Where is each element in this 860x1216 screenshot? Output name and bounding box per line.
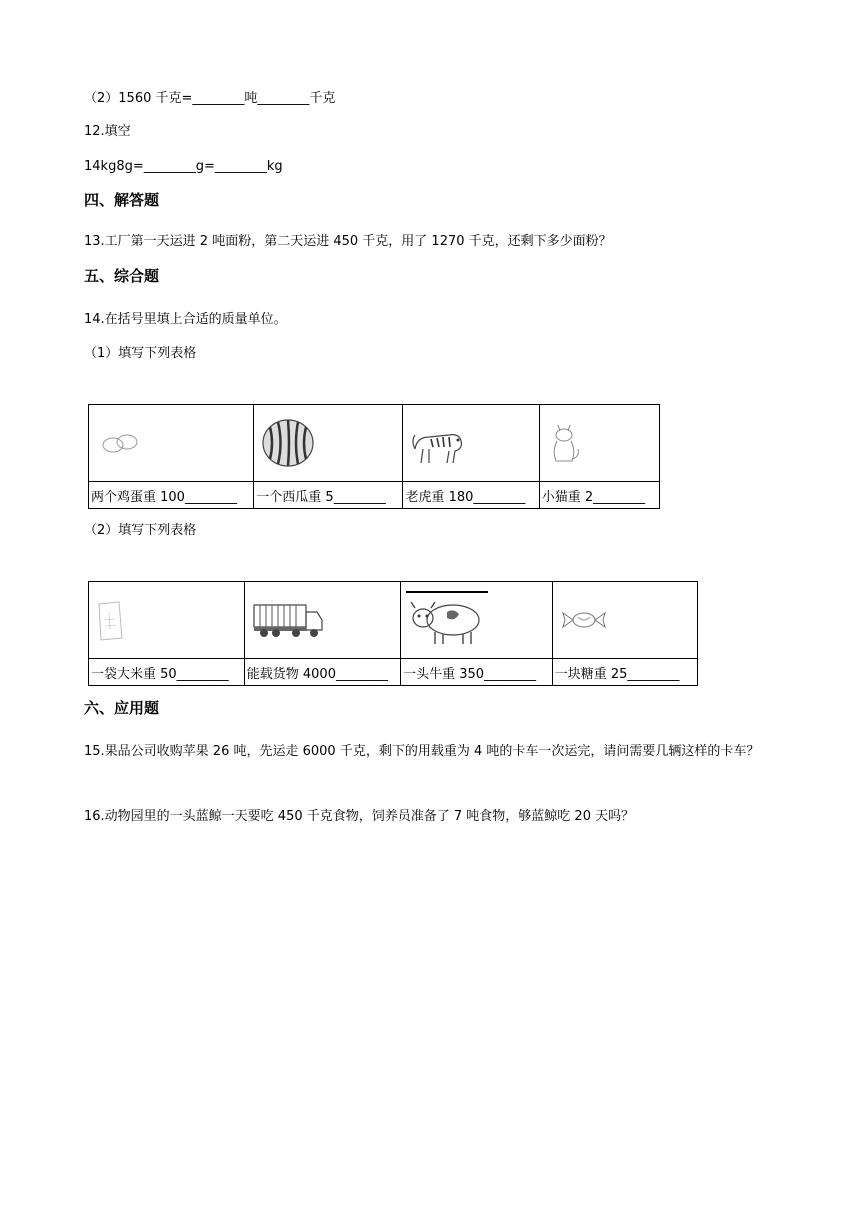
table1-cell-3: 老虎重 180________ [403,482,539,509]
tiger-cell [403,405,539,482]
section-5-heading: 五、综合题 [84,267,160,285]
table1-cell-4: 小猫重 2________ [539,482,659,509]
eggs-cell [89,405,254,482]
q15: 15.果品公司收购苹果 26 吨，先运走 6000 千克，剩下的用载重为 4 吨的卡车一次运完，请问需要几辆这样的卡车？ [84,744,760,759]
q14-part2: （2）填写下列表格 [84,523,197,538]
q14: 14.在括号里填上合适的质量单位。 [84,312,287,327]
candy-icon [559,609,609,631]
table1-cell-1: 两个鸡蛋重 100________ [89,482,254,509]
truck-cell [244,582,400,659]
rice-bag-cell [89,582,245,659]
q14-part1: （1）填写下列表格 [84,346,197,361]
watermelon-icon [260,417,316,469]
table2-cell-1: 一袋大米重 50________ [89,659,245,686]
table2-cell-3: 一头牛重 350________ [401,659,553,686]
cow-cell [401,582,553,659]
cow-icon [407,594,483,646]
q16: 16.动物园里的一头蓝鲸一天要吃 450 千克食物，饲养员准备了 7 吨食物，够蓝鲸吃 20 天吗？ [84,809,635,824]
candy-cell [552,582,697,659]
q12-title: 12.填空 [84,124,131,139]
cat-cell [539,405,659,482]
watermelon-cell [254,405,403,482]
tiger-icon [409,419,465,467]
section-4-heading: 四、解答题 [84,191,160,209]
table2-cell-4: 一块糖重 25________ [552,659,697,686]
section-6-heading: 六、应用题 [84,699,160,717]
rice-bag-icon [95,598,125,642]
truck-icon [251,600,325,640]
q11-part2: （2）1560 千克=________吨________千克 [84,91,336,106]
cat-icon [546,419,582,467]
q12-body: 14kg8g=________g=________kg [84,159,283,174]
q13: 13.工厂第一天运进 2 吨面粉，第二天运进 450 千克，用了 1270 千克，还剩下多少面粉？ [84,234,612,249]
table1-cell-2: 一个西瓜重 5________ [254,482,403,509]
table2-cell-2: 能载货物 4000________ [244,659,400,686]
eggs-icon [95,428,145,458]
table-1 [88,404,660,509]
table-2 [88,581,698,686]
